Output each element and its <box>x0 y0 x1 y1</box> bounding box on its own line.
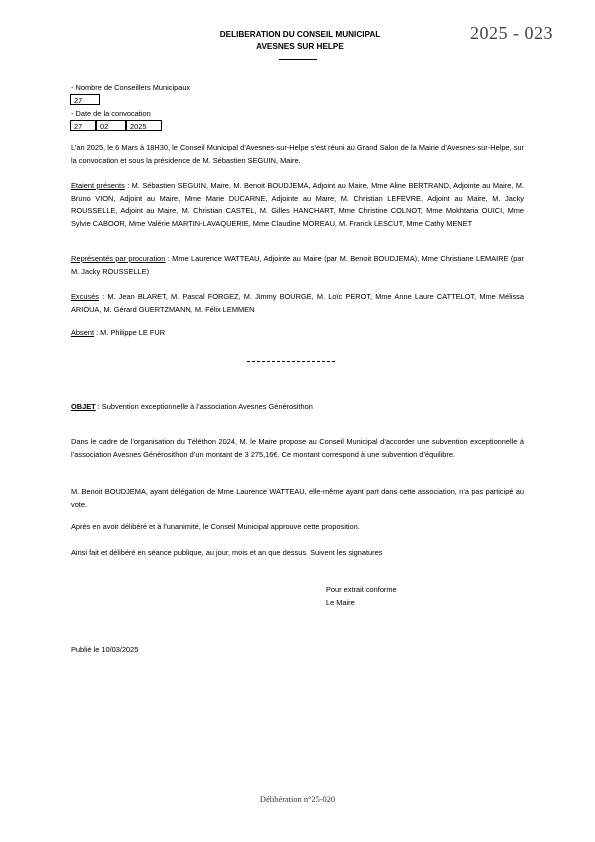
excused-label: Excusés <box>71 292 99 301</box>
present-list: : M. Sébastien SEGUIN, Maire, M. Benoit BOUDJEMA, Adjoint au Maire, Mme Aline BERTRAND, Adjointe au Maire, M. Bruno VION, Adjoint au Maire, Mme Marie DUCARNE, Adjointe au Maire, M. Christian LEFEVRE, Adjoint au Maire, M. Jacky ROUSSELLE, Adjoint au Maire, M. Christian CASTEL, M. Gilles HANCHART, Mme Christine COLNOT, Mme Mokhtaria OUICI, Mme Sylvie CABOOR, Mme Valérie MARTIN-LAVAQUERIE, Mme Claudine MOREAU, M. Franck LESCUT, Mme Cathy MENET <box>71 181 524 228</box>
document-title: DELIBERATION DU CONSEIL MUNICIPAL <box>219 30 381 39</box>
title-divider <box>279 59 317 60</box>
absent-list: : M. Philippe LE FUR <box>94 328 166 337</box>
members-label: - Nombre de Conseillers Municipaux <box>71 83 191 92</box>
subject-label: OBJET <box>71 402 96 411</box>
convocation-month-box: 02 <box>96 120 126 131</box>
proxy-paragraph <box>71 253 524 278</box>
intro-paragraph: L’an 2025, le 6 Mars à 18H30, le Conseil Municipal d’Avesnes-sur-Helpe s’est réuni au Grand Salon de la Mairie d’Avesnes-sur-Helpe, sur la convocation et sous la présidence de M. Sébastien SEGUIN, Maire. <box>71 143 524 165</box>
page-footer: Délibération n°25-020 <box>259 795 336 804</box>
body-paragraph: M. Benoit BOUDJEMA, ayant délégation de Mme Laurence WATTEAU, elle-même ayant part dans cette association, n’a pas participé au vote. <box>71 487 524 509</box>
subject-paragraph <box>71 401 524 414</box>
body-paragraph: Dans le cadre de l’organisation du Téléthon 2024, M. le Maire propose au Conseil Municipal d’accorder une subvention exceptionnelle à l’association Avesnes Générosithon d’un montant de 3 275,16€. Ce montant correspond à une subvention d’équilibre. <box>71 437 524 459</box>
absent-label: Absent <box>71 328 95 337</box>
municipality-name: AVESNES SUR HELPE <box>256 42 344 51</box>
members-count-box: 27 <box>70 94 100 105</box>
convocation-year-box: 2025 <box>126 120 162 131</box>
subject-text: : Subvention exceptionnelle à l’association Avesnes Générosithon <box>95 402 313 411</box>
present-label: Etaient présents <box>71 181 125 190</box>
convocation-label: - Date de la convocation <box>71 109 151 118</box>
excused-list: : M. Jean BLARET, M. Pascal FORGEZ, M. Jimmy BOURGE, M. Loïc PEROT, Mme Anne Laure CATTELOT, Mme Mélissa ARIOUA, M. Gérard GUERTZMANN, M. Félix LEMMEN <box>71 292 524 314</box>
deliberation-reference: 2025 - 023 <box>470 23 553 43</box>
proxy-list: : Mme Laurence WATTEAU, Adjointe au Maire (par M. Benoit BOUDJEMA), Mme Christiane LEMAIRE (par M. Jacky ROUSSELLE) <box>71 254 524 276</box>
convocation-day-box: 27 <box>70 120 96 131</box>
section-separator <box>247 361 335 362</box>
body-paragraph: Après en avoir délibéré et à l’unanimité, le Conseil Municipal approuve cette proposition. <box>71 522 360 531</box>
publication-date: Publié le 10/03/2025 <box>71 645 139 654</box>
excused-paragraph <box>71 291 524 316</box>
body-paragraph: Ainsi fait et délibéré en séance publique, au jour, mois et an que dessus. Suivent les signatures <box>71 548 383 557</box>
present-members-paragraph <box>71 180 524 230</box>
absent-paragraph <box>71 327 524 340</box>
signatory-title: Le Maire <box>326 598 355 607</box>
proxy-label: Représentés par procuration <box>71 254 166 263</box>
signature-line: Pour extrait conforme <box>326 585 397 594</box>
